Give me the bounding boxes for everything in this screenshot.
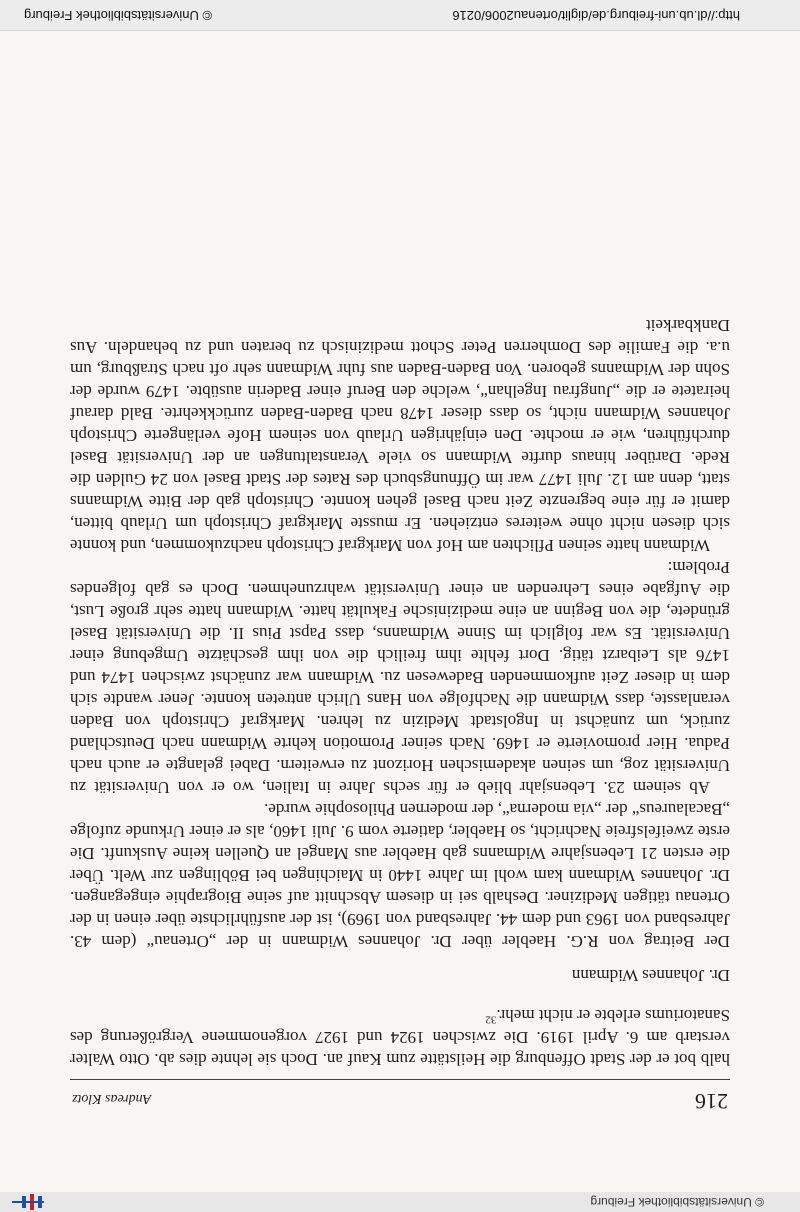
- footer-credit: © Universitätsbibliothek Freiburg: [24, 8, 213, 23]
- permalink-url[interactable]: http://dl.ub.uni-freiburg.de/diglit/ortenau2006/0216: [452, 8, 740, 23]
- body-text: [70, 314, 730, 1070]
- page-number: 216: [695, 1089, 728, 1114]
- paragraph-3: Ab seinem 23. Lebensjahr blieb er für sechs Jahre in Italien, wo er von Universität zu Universität zog, um seinen akademischen Horizont zu erweitern. Dabei gelangte er auch nach Padua. Hier promovierte er 1469. Nach seiner Promotion kehrte Widmann nach Deutschland zurück, um zunächst in Ingolstadt Medizin zu lehren. Markgraf Christoph von Baden veranlasste, dass Widmann die Nachfolge von Hans Ulrich antreten konnte. Jener wandte sich dem in dieser Zeit aufkommenden Badewesen zu. Widmann war zunächst zwischen 1474 und 1476 als Leibarzt tätig. Dort fehlte ihm freilich die von ihm geschätzte Umgebung einer Universität. Es war folglich im Sinne Widmanns, dass Papst Pius II. die Universität Basel gründete, die von Beginn an eine medizinische Fakultät hatte. Widmann hatte sehr große Lust, die Aufgabe eines Lehrenden an einer Universität wahrzunehmen. Doch es gab folgendes Problem:: [70, 558, 730, 797]
- footnote-ref: 32: [485, 1013, 497, 1026]
- top-credit-text: © Universitätsbibliothek Freiburg: [590, 1195, 764, 1209]
- footer-bar: [0, 0, 800, 31]
- paragraph-4: Widmann hatte seinen Pflichten am Hof von Markgraf Christoph nachzukommen, und konnte sich diesen nicht ohne weiteres entziehen. Er musste Markgraf Christoph um Urlaub bitten, damit er für eine begrenzte Zeit nach Basel gehen konnte. Christoph gab der Bitte Widmanns statt, denn am 12. Juli 1477 war im Öffnungsbuch des Rates der Stadt Basel von 24 Gulden die Rede. Darüber hinaus durfte Widmann so viele Veranstaltungen an der Universität Basel durchführen, wie er mochte. Den einjährigen Urlaub von seinem Hofe verlängerte Christoph Johannes Widmann nicht, so dass dieser 1478 nach Baden-Baden zurückkehrte. Bald darauf heiratete er die „Jungfrau Ingelhan“, welche den Beruf einer Baderin ausübte. 1479 wurde der Sohn der Widmanns geboren. Von Baden-Baden aus fuhr Widmann sehr oft nach Straßburg, um u.a. die Familie des Domherren Peter Schott medizinisch zu beraten und zu behandeln. Aus Dankbarkeit: [70, 316, 730, 555]
- section-heading: Dr. Johannes Widmann: [571, 966, 730, 985]
- running-head: Andreas Klotz: [72, 1091, 152, 1106]
- library-logo-icon: [8, 1194, 46, 1210]
- paragraph-2: Der Beitrag von R.G. Haebler über Dr. Johannes Widmann in der „Ortenau“ (dem 43. Jahresband von 1963 und dem 44. Jahresband von 1969), ist der ausführlichste über einen in der Ortenau tätigen Mediziner. Deshalb sei in diesem Abschnitt auf seine Biographie eingegangen. Dr. Johannes Widmann kam wohl im Jahre 1440 in Maichingen bei Böblingen zur Welt. Über die ersten 21 Lebensjahre Widmanns gab Haebler aus Mangel an Quellen keine Auskunft. Die erste zweifelsfreie Nachricht, so Haebler, datierte vom 9. Juli 1460, als er einer Urkunde zufolge „Bacalaureus“ der „via moderna“, der modernen Philosophie wurde.: [70, 800, 730, 951]
- paragraph-1-text: halb bot er der Stadt Offenburg die Heilstätte zum Kauf an. Doch sie lehnte dies ab. Otto Walter verstarb am 6. April 1919. Die zwischen 1924 und 1927 vorgenommene Vergrößerung des Sanatoriums erlebte er nicht mehr.: [70, 1006, 730, 1069]
- page-header: [70, 1079, 730, 1114]
- top-credit-bar: [0, 1191, 800, 1212]
- paragraph-1: [70, 1004, 730, 1070]
